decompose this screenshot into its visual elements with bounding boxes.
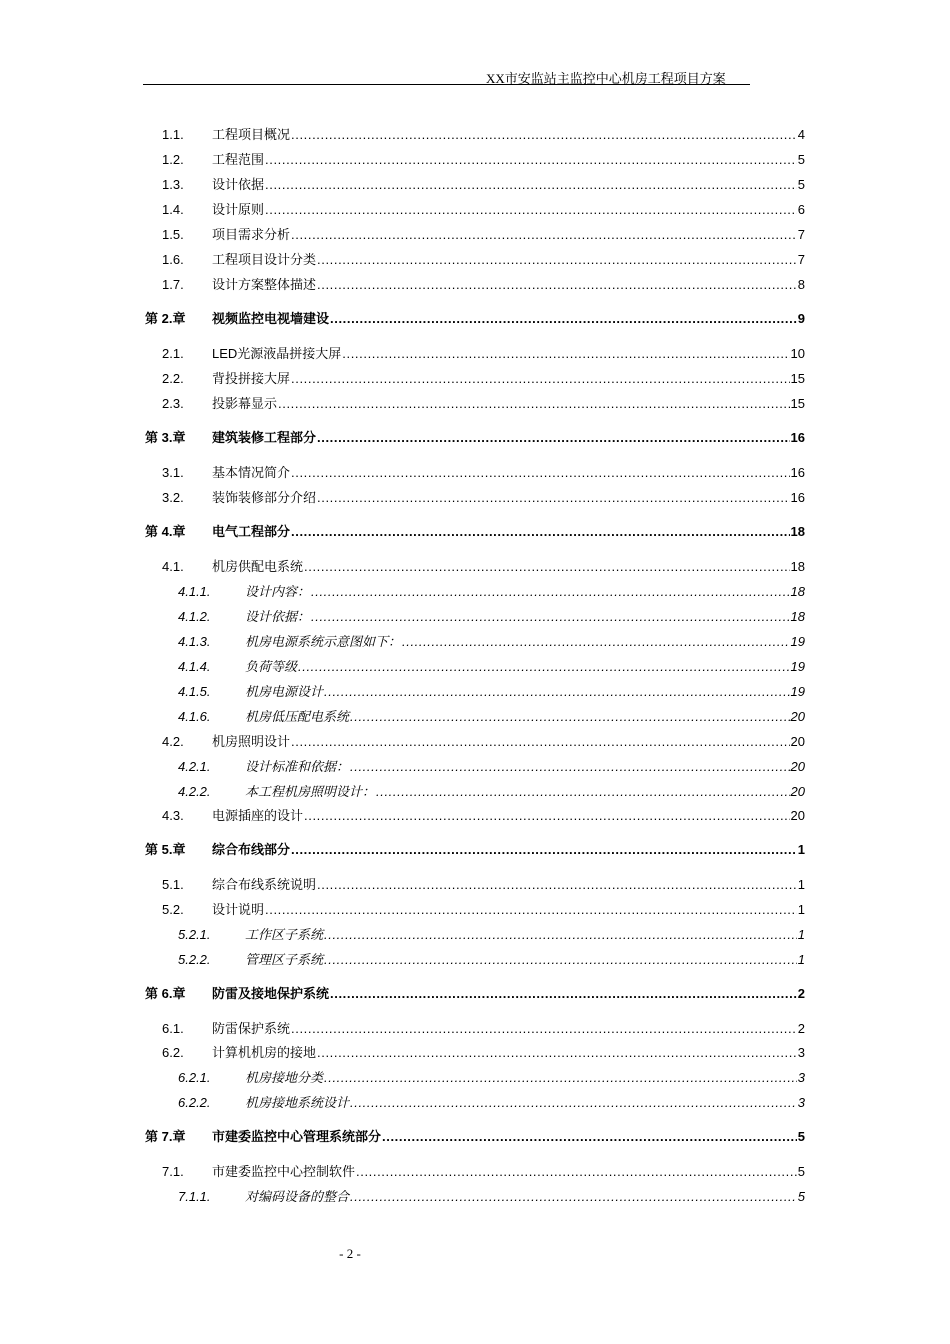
toc-dot-leader [324,1068,797,1088]
toc-dot-leader [298,657,790,677]
toc-dot-leader [291,522,790,542]
toc-dot-leader [324,950,797,970]
toc-subsection-entry[interactable] [178,1187,805,1207]
toc-entry-title: 电源插座的设计 [212,808,304,823]
toc-entry-number: 1.5. [162,227,184,242]
toc-dot-leader [265,200,797,220]
toc-entry-number: 2.2. [162,371,184,386]
toc-dot-leader [350,1187,797,1207]
toc-entry-number: 1.6. [162,252,184,267]
toc-entry-page: 5 [797,1189,805,1204]
toc-entry-number: 1.7. [162,277,184,292]
toc-entry-page: 4 [797,127,805,142]
toc-entry-page: 20 [790,709,805,724]
toc-chapter-entry[interactable] [145,984,805,1004]
toc-entry-number: 第 3.章 [145,430,186,445]
toc-dot-leader [291,840,797,860]
toc-entry-title: 设计标准和依据： [245,759,350,774]
toc-dot-leader [304,806,790,826]
toc-entry-number: 6.2. [162,1045,184,1060]
toc-entry-number: 7.1.1. [178,1189,211,1204]
toc-entry-title: 设计说明 [212,902,265,917]
toc-entry-number: 第 6.章 [145,986,186,1001]
toc-entry-page: 20 [790,734,805,749]
toc-dot-leader [291,125,797,145]
toc-entry-page: 15 [790,371,805,386]
toc-subsection-entry[interactable] [178,757,805,777]
toc-entry-page: 19 [790,659,805,674]
toc-section-entry[interactable] [162,125,805,145]
toc-entry-number: 1.1. [162,127,184,142]
toc-dot-leader [382,1127,797,1147]
toc-entry-page: 15 [790,396,805,411]
toc-entry-number: 1.3. [162,177,184,192]
toc-subsection-entry[interactable] [178,582,805,602]
toc-entry-page: 10 [790,346,805,361]
toc-entry-title: 装饰装修部分介绍 [212,490,317,505]
toc-entry-number: 4.1. [162,559,184,574]
toc-entry-title: 防雷保护系统 [212,1021,291,1036]
toc-entry-page: 16 [790,430,805,445]
toc-entry-page: 19 [790,684,805,699]
toc-entry-number: 6.2.1. [178,1070,211,1085]
toc-entry-title: 设计内容： [245,584,311,599]
toc-section-entry[interactable] [162,175,805,195]
toc-entry-page: 3 [797,1095,805,1110]
toc-entry-title: 视频监控电视墙建设 [212,311,330,326]
toc-entry-page: 2 [797,986,805,1001]
toc-entry-title: 电气工程部分 [212,524,291,539]
toc-subsection-entry[interactable] [178,707,805,727]
toc-entry-title: 建筑装修工程部分 [212,430,317,445]
toc-entry-title: 设计原则 [212,202,265,217]
toc-entry-page: 18 [790,559,805,574]
toc-section-entry[interactable] [162,875,805,895]
toc-dot-leader [317,250,797,270]
toc-dot-leader [350,757,790,777]
toc-dot-leader [291,1019,797,1039]
toc-dot-leader [265,150,797,170]
toc-chapter-entry[interactable] [145,428,805,448]
toc-entry-page: 20 [790,808,805,823]
toc-subsection-entry[interactable] [178,925,805,945]
toc-entry-number: 6.2.2. [178,1095,211,1110]
toc-dot-leader [317,875,797,895]
toc-entry-number: 第 2.章 [145,311,186,326]
toc-entry-page: 20 [790,784,805,799]
toc-entry-number: 5.1. [162,877,184,892]
toc-subsection-entry[interactable] [178,607,805,627]
toc-dot-leader [265,175,797,195]
toc-section-entry[interactable] [162,200,805,220]
toc-dot-leader [342,344,789,364]
toc-chapter-entry[interactable] [145,309,805,329]
toc-entry-title: 机房低压配电系统 [245,709,350,724]
toc-entry-title: 机房接地分类 [245,1070,324,1085]
toc-dot-leader [311,607,790,627]
toc-entry-number: 1.4. [162,202,184,217]
toc-section-entry[interactable] [162,1162,805,1182]
toc-entry-title: 设计方案整体描述 [212,277,317,292]
toc-entry-title: 机房照明设计 [212,734,291,749]
toc-chapter-entry[interactable] [145,522,805,542]
toc-entry-number: 5.2.2. [178,952,211,967]
toc-dot-leader [324,925,797,945]
document-header-title: XX市安监站主监控中心机房工程项目方案 [486,71,726,86]
toc-entry-title: 项目需求分析 [212,227,291,242]
toc-entry-page: 5 [797,1129,805,1144]
toc-entry-number: 第 4.章 [145,524,186,539]
toc-subsection-entry[interactable] [178,632,805,652]
toc-dot-leader [350,707,790,727]
toc-dot-leader [350,1093,797,1113]
toc-entry-number: 5.2. [162,902,184,917]
toc-entry-page: 7 [797,252,805,267]
toc-entry-title: LED光源液晶拼接大屏 [212,346,342,361]
toc-entry-number: 1.2. [162,152,184,167]
toc-section-entry[interactable] [162,1043,805,1063]
toc-entry-number: 第 5.章 [145,842,186,857]
toc-entry-title: 工程项目概况 [212,127,291,142]
toc-entry-title: 机房供配电系统 [212,559,304,574]
toc-entry-number: 第 7.章 [145,1129,186,1144]
toc-entry-title: 市建委监控中心管理系统部分 [212,1129,382,1144]
toc-dot-leader [317,1043,797,1063]
toc-dot-leader [304,557,790,577]
toc-section-entry[interactable] [162,344,805,364]
toc-dot-leader [291,463,790,483]
toc-section-entry[interactable] [162,557,805,577]
toc-entry-title: 对编码设备的整合 [245,1189,350,1204]
toc-dot-leader [317,488,790,508]
toc-entry-page: 3 [797,1045,805,1060]
toc-entry-number: 4.1.1. [178,584,211,599]
toc-dot-leader [278,394,790,414]
toc-entry-number: 6.1. [162,1021,184,1036]
toc-section-entry[interactable] [162,225,805,245]
toc-section-entry[interactable] [162,732,805,752]
toc-chapter-entry[interactable] [145,1127,805,1147]
toc-subsection-entry[interactable] [178,782,805,802]
toc-entry-number: 2.1. [162,346,184,361]
toc-section-entry[interactable] [162,806,805,826]
toc-chapter-entry[interactable] [145,840,805,860]
toc-entry-number: 4.2.1. [178,759,211,774]
toc-entry-page: 20 [790,759,805,774]
toc-entry-page: 18 [790,584,805,599]
toc-dot-leader [324,682,790,702]
toc-entry-title: 基本情况简介 [212,465,291,480]
toc-entry-title: 本工程机房照明设计： [245,784,376,799]
toc-entry-number: 4.2.2. [178,784,211,799]
toc-subsection-entry[interactable] [178,657,805,677]
toc-entry-page: 8 [797,277,805,292]
toc-entry-page: 16 [790,490,805,505]
toc-entry-page: 18 [790,524,805,539]
toc-entry-page: 1 [797,877,805,892]
toc-dot-leader [311,582,790,602]
toc-entry-title: 设计依据 [212,177,265,192]
toc-entry-page: 16 [790,465,805,480]
toc-entry-number: 7.1. [162,1164,184,1179]
toc-section-entry[interactable] [162,900,805,920]
toc-dot-leader [376,782,790,802]
toc-entry-title: 机房电源设计 [245,684,324,699]
toc-entry-page: 1 [797,842,805,857]
toc-entry-page: 2 [797,1021,805,1036]
toc-entry-number: 4.3. [162,808,184,823]
header-rule [143,84,750,85]
toc-entry-page: 7 [797,227,805,242]
toc-entry-title: 工程项目设计分类 [212,252,317,267]
toc-section-entry[interactable] [162,394,805,414]
toc-dot-leader [402,632,790,652]
toc-section-entry[interactable] [162,369,805,389]
toc-entry-number: 4.1.2. [178,609,211,624]
toc-entry-page: 18 [790,609,805,624]
toc-dot-leader [317,428,790,448]
toc-entry-page: 3 [797,1070,805,1085]
toc-subsection-entry[interactable] [178,682,805,702]
toc-entry-title: 机房接地系统设计 [245,1095,350,1110]
toc-dot-leader [291,369,790,389]
page-number: - 2 - [339,1246,361,1261]
toc-entry-title: 综合布线系统说明 [212,877,317,892]
toc-section-entry[interactable] [162,275,805,295]
toc-entry-number: 4.1.6. [178,709,211,724]
toc-dot-leader [330,309,797,329]
toc-entry-number: 3.2. [162,490,184,505]
toc-entry-title: 计算机机房的接地 [212,1045,317,1060]
toc-section-entry[interactable] [162,150,805,170]
toc-entry-page: 5 [797,177,805,192]
toc-subsection-entry[interactable] [178,1068,805,1088]
toc-entry-title: 市建委监控中心控制软件 [212,1164,356,1179]
toc-dot-leader [356,1162,797,1182]
toc-entry-title: 设计依据： [245,609,311,624]
toc-entry-title: 投影幕显示 [212,396,278,411]
toc-entry-title: 工作区子系统 [245,927,324,942]
toc-dot-leader [330,984,797,1004]
toc-entry-title: 负荷等级 [245,659,298,674]
toc-entry-number: 3.1. [162,465,184,480]
toc-entry-title: 工程范围 [212,152,265,167]
toc-entry-title: 综合布线部分 [212,842,291,857]
toc-entry-title: 机房电源系统示意图如下： [245,634,402,649]
toc-entry-page: 6 [797,202,805,217]
toc-entry-page: 1 [797,952,805,967]
toc-dot-leader [317,275,797,295]
toc-entry-page: 19 [790,634,805,649]
toc-entry-number: 5.2.1. [178,927,211,942]
toc-entry-number: 4.1.5. [178,684,211,699]
toc-entry-page: 5 [797,152,805,167]
toc-dot-leader [291,225,797,245]
toc-section-entry[interactable] [162,463,805,483]
toc-entry-number: 4.2. [162,734,184,749]
toc-dot-leader [265,900,797,920]
toc-entry-page: 5 [797,1164,805,1179]
toc-entry-title: 背投拼接大屏 [212,371,291,386]
toc-entry-number: 4.1.3. [178,634,211,649]
toc-entry-title: 防雷及接地保护系统 [212,986,330,1001]
toc-section-entry[interactable] [162,488,805,508]
toc-section-entry[interactable] [162,1019,805,1039]
toc-section-entry[interactable] [162,250,805,270]
toc-entry-title: 管理区子系统 [245,952,324,967]
toc-subsection-entry[interactable] [178,950,805,970]
toc-entry-page: 9 [797,311,805,326]
toc-dot-leader [291,732,790,752]
toc-entry-page: 1 [797,902,805,917]
toc-entry-page: 1 [797,927,805,942]
toc-entry-number: 2.3. [162,396,184,411]
toc-subsection-entry[interactable] [178,1093,805,1113]
toc-entry-number: 4.1.4. [178,659,211,674]
